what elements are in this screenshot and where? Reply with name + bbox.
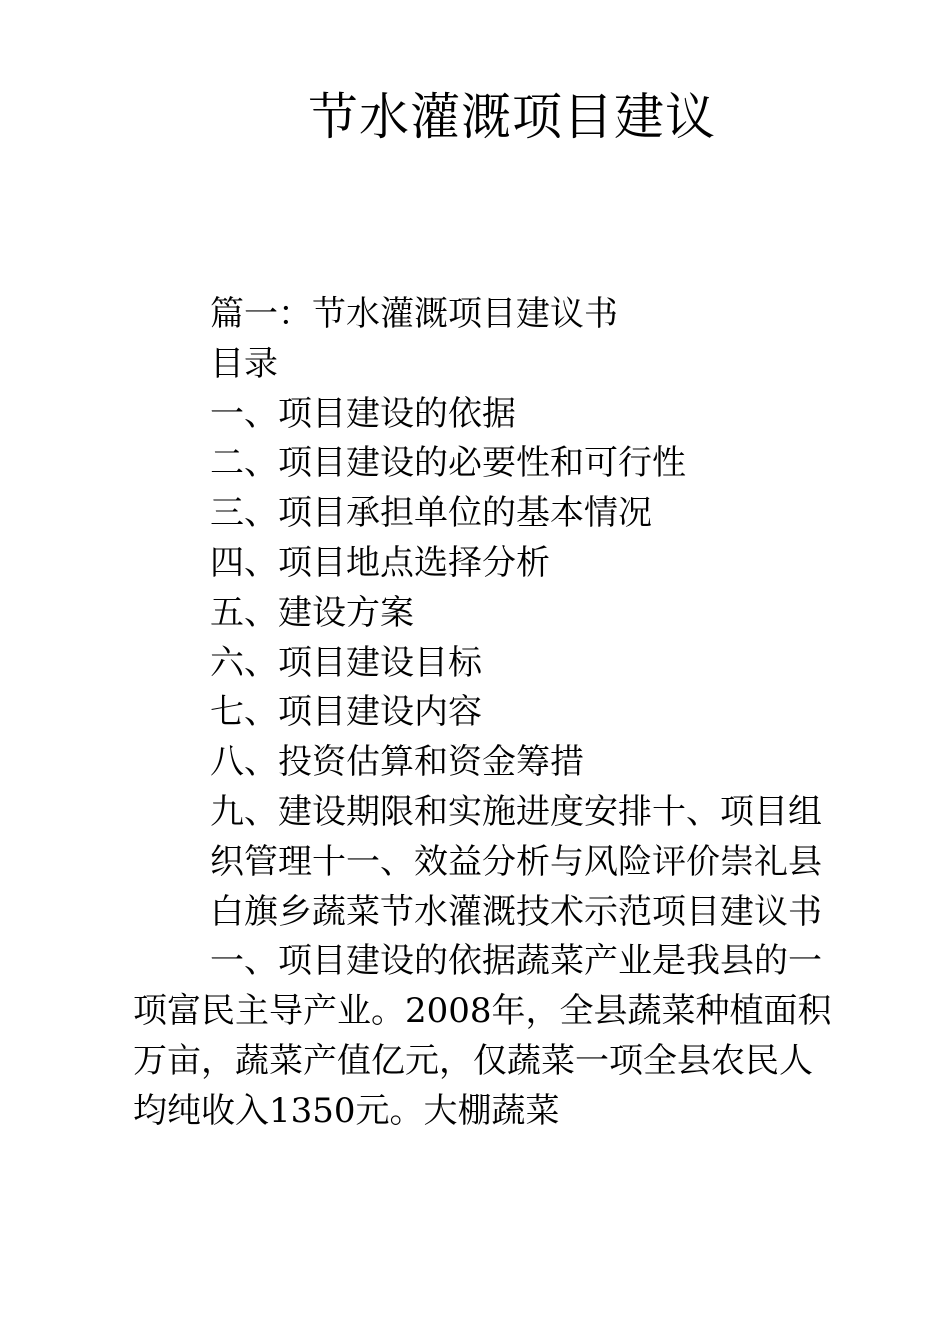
body-paragraph: 一、项目建设的依据蔬菜产业是我县的一项富民主导产业。2008年，全县蔬菜种植面积万亩，蔬菜产值亿元，仅蔬菜一项全县农民人均纯收入1350元。大棚蔬菜 — [133, 941, 832, 1131]
toc-label: 目录 — [210, 343, 278, 384]
document-body — [133, 290, 832, 1137]
toc-item: 八、投资估算和资金筹措 — [210, 742, 584, 783]
document-title: 节水灌溉项目建议 — [308, 88, 716, 146]
toc-item: 三、项目承担单位的基本情况 — [210, 493, 652, 534]
toc-run-on-items: 九、建设期限和实施进度安排十、项目组织管理十一、效益分析与风险评价崇礼县白旗乡蔬菜节水灌溉技术示范项目建议书 — [210, 791, 822, 932]
toc-item: 七、项目建设内容 — [210, 692, 482, 733]
toc-item: 一、项目建设的依据 — [210, 393, 516, 434]
toc-item: 二、项目建设的必要性和可行性 — [210, 443, 686, 484]
toc-item: 五、建设方案 — [210, 592, 414, 633]
toc-item: 四、项目地点选择分析 — [210, 542, 550, 583]
section-heading: 篇一：节水灌溉项目建议书 — [210, 294, 618, 334]
toc-item: 六、项目建设目标 — [210, 642, 482, 683]
